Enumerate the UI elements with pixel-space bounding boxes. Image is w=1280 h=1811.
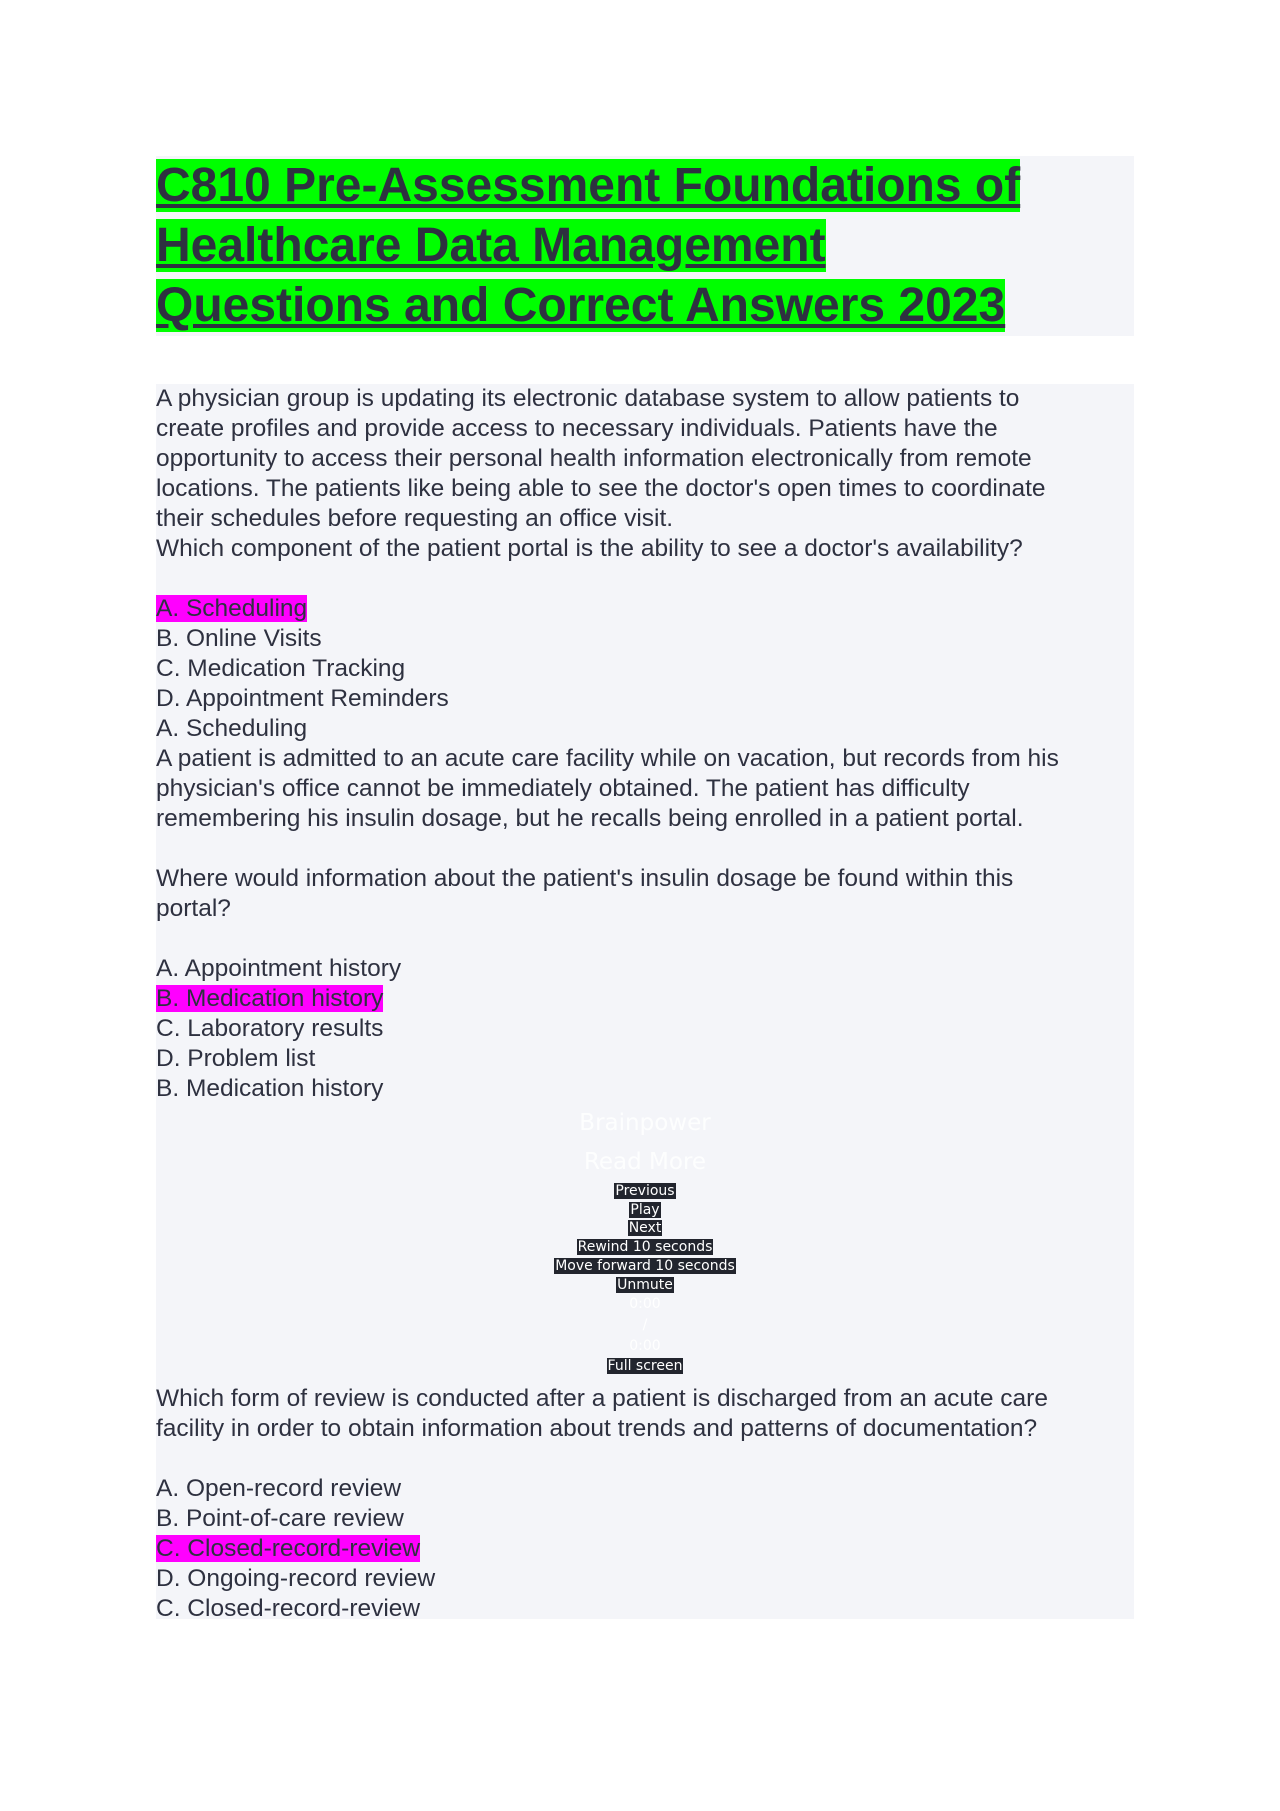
duration: 0:00: [629, 1338, 661, 1355]
answer-option-highlighted: [156, 1534, 1134, 1564]
question-text: Which form of review is conducted after a patient is discharged from an acute care: [156, 1385, 1048, 1412]
correct-answer: C. Closed-record-review: [156, 1595, 421, 1622]
read-more-link[interactable]: Read More: [583, 1149, 707, 1175]
video-brand: Brainpower: [579, 1110, 711, 1136]
answer-option: B. Online Visits: [156, 625, 322, 652]
time-separator: /: [642, 1317, 648, 1334]
question-text: remembering his insulin dosage, but he recalls being enrolled in a patient portal.: [156, 805, 1024, 832]
question-text: opportunity to access their personal health information electronically from remote: [156, 445, 1032, 472]
question-text: locations. The patients like being able to see the doctor's open times to coordinate: [156, 475, 1046, 502]
title-block: [156, 156, 1134, 336]
question-text: A physician group is updating its electronic database system to allow patients to: [156, 385, 1020, 412]
question-text: A patient is admitted to an acute care facility while on vacation, but records from his: [156, 745, 1059, 772]
answer-option: A. Open-record review: [156, 1475, 402, 1502]
answer-option: C. Laboratory results: [156, 1015, 384, 1042]
question-text: facility in order to obtain information about trends and patterns of documentation?: [156, 1415, 1038, 1442]
answer-option: C. Medication Tracking: [156, 655, 406, 682]
play-button[interactable]: Play: [630, 1201, 660, 1218]
question-prompt: Where would information about the patient's insulin dosage be found within this: [156, 865, 1014, 892]
question-text: their schedules before requesting an office visit.: [156, 505, 674, 532]
current-time: 0:00: [629, 1296, 661, 1313]
option-label: C. Closed-record-review: [156, 1535, 421, 1562]
correct-answer: B. Medication history: [156, 1075, 384, 1102]
answer-option-highlighted: [156, 984, 1134, 1014]
unmute-button[interactable]: Unmute: [617, 1276, 673, 1293]
rewind-button[interactable]: Rewind 10 seconds: [577, 1239, 713, 1256]
question-text: create profiles and provide access to necessary individuals. Patients have the: [156, 415, 998, 442]
forward-button[interactable]: Move forward 10 seconds: [555, 1257, 735, 1274]
question-prompt: Which component of the patient portal is the ability to see a doctor's availability?: [156, 535, 1023, 562]
fullscreen-button[interactable]: Full screen: [607, 1358, 683, 1375]
question-3: [156, 1384, 1134, 1624]
next-button[interactable]: Next: [628, 1220, 662, 1237]
video-player: [156, 1104, 1134, 1384]
correct-answer: A. Scheduling: [156, 715, 308, 742]
document-body: [156, 384, 1134, 1622]
answer-option-highlighted: [156, 594, 1134, 624]
document-title[interactable]: [156, 156, 1134, 336]
title-line-3: Questions and Correct Answers 2023: [156, 279, 1006, 332]
previous-button[interactable]: Previous: [615, 1183, 675, 1199]
answer-option: B. Point-of-care review: [156, 1505, 404, 1532]
answer-option: D. Appointment Reminders: [156, 685, 449, 712]
question-1: [156, 384, 1134, 744]
answer-option: A. Appointment history: [156, 955, 402, 982]
answer-option: D. Problem list: [156, 1045, 316, 1072]
answer-option: D. Ongoing-record review: [156, 1565, 436, 1592]
option-label: B. Medication history: [156, 985, 384, 1012]
option-label: A. Scheduling: [156, 595, 308, 622]
question-text: physician's office cannot be immediately obtained. The patient has difficulty: [156, 775, 970, 802]
title-line-2: Healthcare Data Management: [156, 219, 826, 272]
title-line-1: C810 Pre-Assessment Foundations of: [156, 159, 1021, 212]
question-prompt: portal?: [156, 895, 231, 922]
question-2: [156, 744, 1134, 1104]
